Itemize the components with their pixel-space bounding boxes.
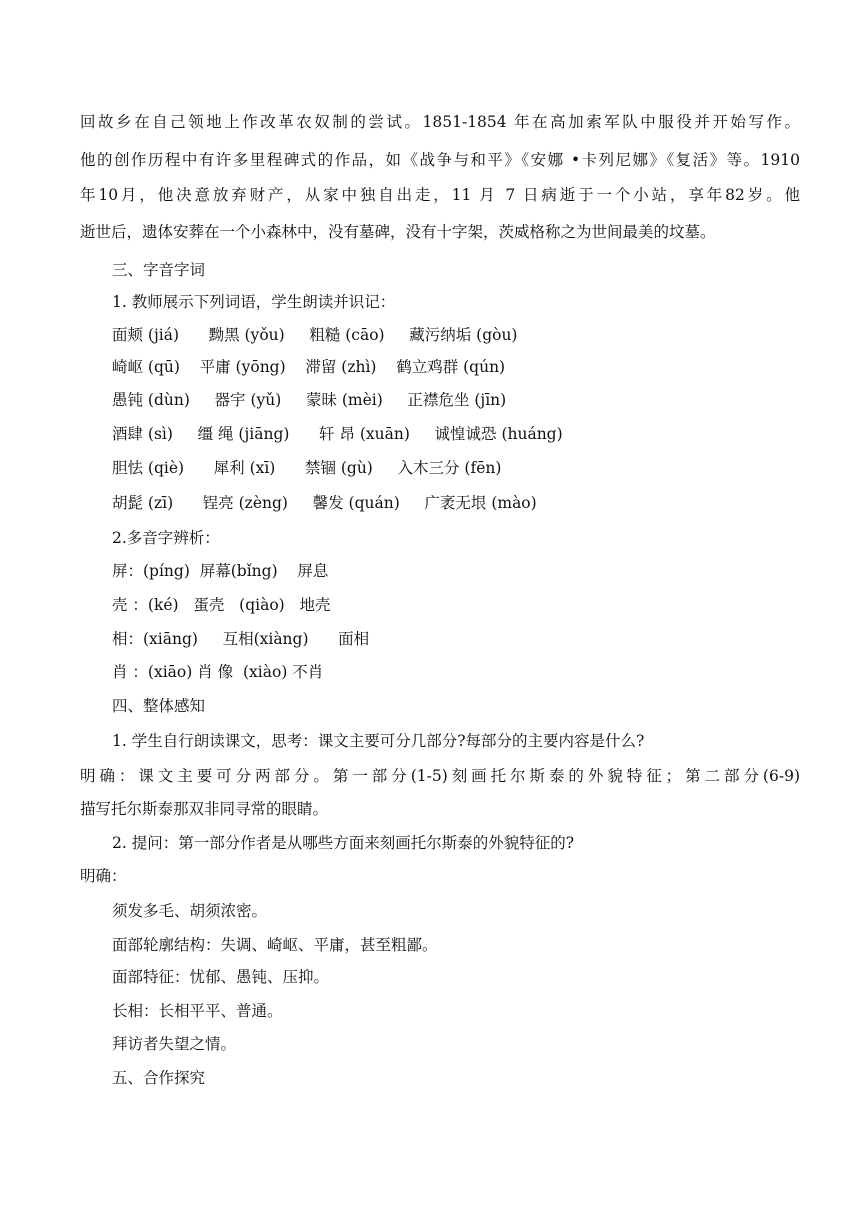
intro-line-3: 年10月，他决意放弃财产，从家中独自出走，11 月 7 日病逝于一个小站，享年82岁。他 [80,186,800,204]
vocab-row-3: 愚钝 (dùn) 器宇 (yǔ) 蒙昧 (mèi) 正襟危坐 (jīn) [112,391,507,409]
intro-line-2: 他的创作历程中有许多里程碑式的作品，如《战争与和平》《安娜 •卡列尼娜》《复活》等。1910 [80,151,800,169]
section3-item2-title: 2.多音字辨析： [112,529,220,547]
answer-point-3: 面部特征：忧郁、愚钝、压抑。 [112,968,330,986]
intro-line-4: 逝世后，遗体安葬在一个小森林中，没有墓碑，没有十字架，茨威格称之为世间最美的坟墓。 [80,223,716,241]
section4-question-2: 2. 提问：第一部分作者是从哪些方面来刻画托尔斯泰的外貌特征的? [112,834,575,852]
vocab-row-2: 崎岖 (qū) 平庸 (yōng) 滞留 (zhì) 鹤立鸡群 (qún) [112,358,506,376]
intro-line-1: 回故乡在自己领地上作改革农奴制的尝试。1851-1854 年在高加索军队中服役并开始写作。 [80,113,800,131]
poly-row-2: 壳 ：(ké) 蛋壳 (qiào) 地壳 [112,596,331,614]
section5-heading: 五、合作探究 [112,1069,206,1087]
section4-answer-1-line-2: 描写托尔斯泰那双非同寻常的眼睛。 [80,800,329,818]
section4-question-1: 1. 学生自行朗读课文，思考：课文主要可分几部分?每部分的主要内容是什么? [112,732,645,750]
poly-row-3: 相：(xiāng) 互相(xiàng) 面相 [112,630,370,648]
vocab-row-1: 面颊 (jiá) 黝黑 (yǒu) 粗糙 (cāo) 藏污纳垢 (gòu) [112,326,518,344]
vocab-row-4: 酒肆 (sì) 缰 绳 (jiāng) 轩 昂 (xuān) 诚惶诚恐 (huáng) [112,425,563,443]
section3-heading: 三、字音字词 [112,261,206,279]
vocab-row-5: 胆怯 (qiè) 犀利 (xī) 禁锢 (gù) 入木三分 (fēn) [112,459,502,477]
poly-row-1: 屏：(píng) 屏幕(bǐng) 屏息 [112,562,329,580]
poly-row-4: 肖 ：(xiāo) 肖 像 (xiào) 不肖 [112,663,324,681]
answer-point-4: 长相：长相平平、普通。 [112,1002,283,1020]
section4-answer-2-label: 明确： [80,867,127,885]
answer-point-5: 拜访者失望之情。 [112,1035,237,1053]
section4-heading: 四、整体感知 [112,697,206,715]
answer-point-1: 须发多毛、胡须浓密。 [112,902,268,920]
section4-answer-1-line-1: 明确：课文主要可分两部分。第一部分(1-5)刻画托尔斯泰的外貌特征；第二部分(6-9) [80,767,800,785]
answer-point-2: 面部轮廓结构：失调、崎岖、平庸，甚至粗鄙。 [112,936,438,954]
vocab-row-6: 胡髭 (zī) 锃亮 (zèng) 馨发 (quán) 广袤无垠 (mào) [112,494,537,512]
section3-item1-title: 1. 教师展示下列词语，学生朗读并识记： [112,293,396,311]
